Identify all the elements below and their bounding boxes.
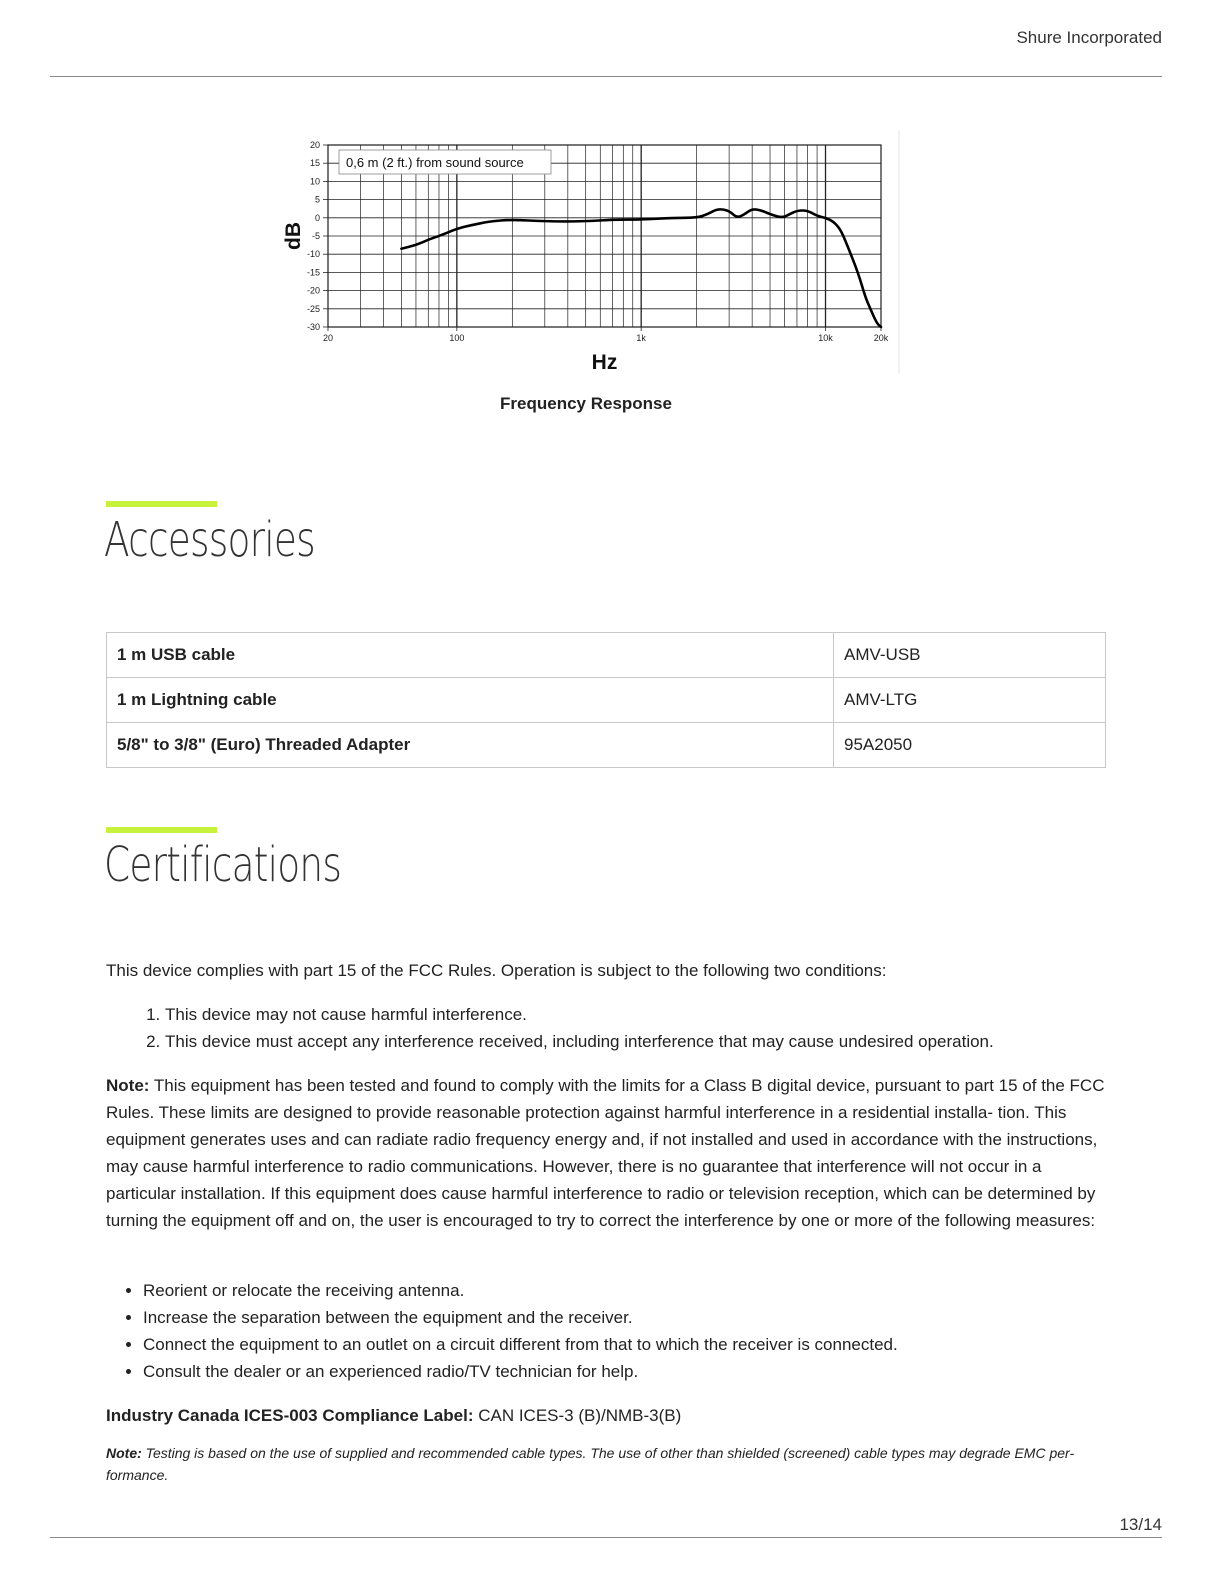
certifications-accent-bar <box>106 827 217 833</box>
accessory-name: 1 m USB cable <box>107 633 834 678</box>
y-tick-label: 20 <box>309 140 320 150</box>
page-number: 13/14 <box>1119 1515 1162 1534</box>
x-tick-label: 10k <box>818 333 833 343</box>
x-axis-label: Hz <box>591 351 618 374</box>
list-item: • Connect the equipment to an outlet on a circuit different from that to which the receiver is connected. <box>143 1331 898 1358</box>
y-axis-label: dB <box>282 222 305 250</box>
table-row <box>107 633 1106 678</box>
ic-value: CAN ICES-3 (B)/NMB-3(B) <box>478 1406 682 1425</box>
emc-note-label: Note: <box>106 1445 142 1461</box>
list-item: • Consult the dealer or an experienced radio/TV technician for help. <box>143 1358 898 1385</box>
list-item: • Reorient or relocate the receiving antenna. <box>143 1277 898 1304</box>
annotation-label: 0,6 m (2 ft.) from sound source <box>346 155 524 170</box>
fcc-conditions-list <box>106 1001 994 1055</box>
header-divider <box>50 76 1162 77</box>
frequency-response-chart <box>270 128 910 378</box>
certifications-heading: Certifications <box>104 837 342 893</box>
emc-note-text: Testing is based on the use of supplied and recommended cable types. The use of other than shielded (screened) cable types may degrade EMC per- formance. <box>106 1445 1075 1483</box>
accessory-name: 1 m Lightning cable <box>107 678 834 723</box>
y-tick-label: -20 <box>306 285 320 296</box>
accessories-accent-bar <box>106 501 217 507</box>
interference-measures-list <box>106 1277 898 1385</box>
emc-note <box>106 1442 1108 1486</box>
x-tick-label: 100 <box>449 333 465 343</box>
y-tick-label: 0 <box>314 212 320 223</box>
x-tick-label: 1k <box>636 333 646 343</box>
accessory-part-number: 95A2050 <box>834 723 1106 768</box>
y-tick-label: -10 <box>306 249 320 260</box>
fcc-note <box>106 1072 1108 1234</box>
y-tick-label: -25 <box>306 303 320 314</box>
fcc-intro-text: This device complies with part 15 of the FCC Rules. Operation is subject to the following two conditions: <box>106 961 887 980</box>
y-tick-label: -30 <box>306 322 320 332</box>
list-item: 2. This device must accept any interference received, including interference that may cause undesired operation. <box>165 1028 994 1055</box>
table-row <box>107 678 1106 723</box>
y-tick-label: 15 <box>309 158 320 169</box>
y-tick-label: 5 <box>314 194 320 205</box>
x-tick-label: 20 <box>322 333 334 343</box>
y-tick-label: -15 <box>306 267 320 278</box>
x-tick-label: 20k <box>873 333 889 343</box>
note-label: Note: <box>106 1076 150 1095</box>
accessory-name: 5/8" to 3/8" (Euro) Threaded Adapter <box>107 723 834 768</box>
ic-label: Industry Canada ICES-003 Compliance Label: <box>106 1406 474 1425</box>
accessories-table <box>106 632 1106 768</box>
list-item: • Increase the separation between the equipment and the receiver. <box>143 1304 898 1331</box>
chart-caption: Frequency Response <box>500 394 672 413</box>
accessory-part-number: AMV-LTG <box>834 678 1106 723</box>
accessories-heading: Accessories <box>104 512 315 568</box>
header-company-name: Shure Incorporated <box>1016 28 1162 47</box>
table-row <box>107 723 1106 768</box>
fcc-intro <box>106 957 1108 984</box>
y-tick-label: -5 <box>311 231 320 241</box>
footer-divider <box>50 1537 1162 1538</box>
list-item: 1. This device may not cause harmful interference. <box>165 1001 994 1028</box>
industry-canada-label <box>106 1402 1108 1429</box>
y-tick-label: 10 <box>309 176 320 187</box>
note-text: This equipment has been tested and found to comply with the limits for a Class B digital device, pursuant to part 15 of the FCC Rules. These limits are designed to provide reasonable protection against harmful interference in a residential installa- tion. This equipment generates uses and can radiate radio frequency energy and, if not installed and used in accordance with the instructions, may cause harmful interference to radio communications. However, there is no guarantee that interference will not occur in a particular installation. If this equipment does cause harmful interference to radio or television reception, which can be determined by turning the equipment off and on, the user is encouraged to try to correct the interference by one or more of the following measures: <box>106 1076 1105 1230</box>
accessory-part-number: AMV-USB <box>834 633 1106 678</box>
